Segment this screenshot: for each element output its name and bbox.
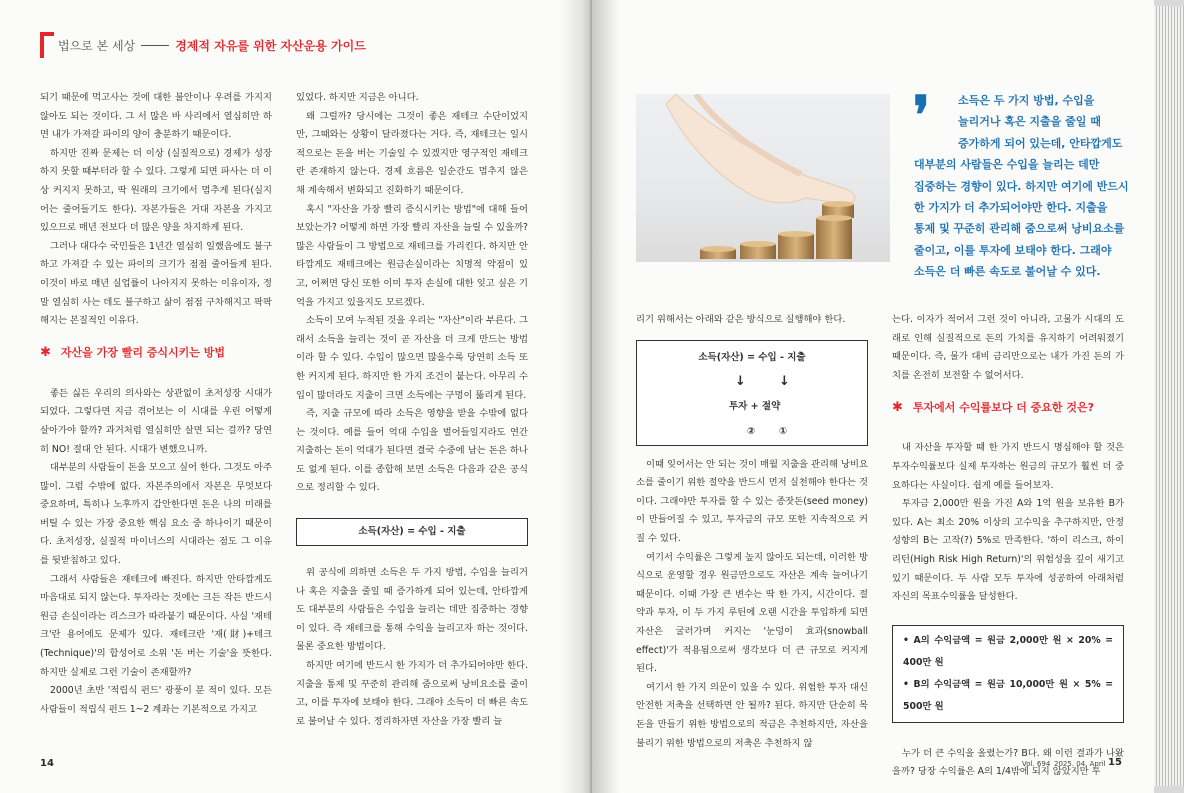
- quote-line: 소득은 두 가지 방법, 수입을: [958, 94, 1095, 107]
- quote-line: 통제 및 꾸준히 관리해 줌으로써 낭비요소를: [914, 222, 1125, 236]
- series-name: 법으로 본 세상: [58, 38, 136, 53]
- coin-stacks-illustration: [636, 94, 890, 262]
- page-header: [40, 30, 366, 60]
- quote-line: 늘리거나 혹은 지출을 줄일 때: [958, 115, 1101, 129]
- paragraph: 왜 그럴까? 당시에는 그것이 좋은 재테크 수단이었지만, 그때와는 상황이 달라졌다는 거다. 즉, 재테크는 일시적으로는 돈을 버는 기술일 수 있겠지만 영구적인 재테크란 존재하지 않는다. 경제 흐름은 일순간도 멈추지 않은 채 계속해서 변화되고 진화하기 때문이다.: [296, 110, 528, 196]
- asterisk-icon: ✱: [892, 400, 903, 416]
- page-number-right: 15: [1108, 757, 1122, 768]
- down-arrow-icon: ↓: [735, 373, 746, 389]
- paragraph: 투자금 2,000만 원을 가진 A와 1억 원을 보유한 B가 있다. A는 최소 20% 이상의 고수익을 추구하지만, 안정 성향의 B는 고작(?) 5%로 만족한다. '하이 리스크, 하이 리턴(High Risk High Return)'의 위험성을 깊이 새기고 있기 때문이다. 두 사람 모두 투자에 성공하여 아래처럼 자신의 목표수익률을 달성한다.: [892, 498, 1124, 603]
- paragraph: 이때 잊어서는 안 되는 것이 매월 지출을 관리해 낭비요소를 줄이기 위한 절약을 반드시 먼저 실천해야 한다는 것이다. 그래야만 투자를 할 수 있는 종잣돈(seed money)이 만들어질 수 있고, 투자금의 규모 또한 지속적으로 커질 수 있다.: [636, 458, 868, 544]
- example-line: • B의 수익금액 = 원금 10,000만 원 × 5% = 500만 원: [903, 678, 1113, 712]
- volume-label: Vol. 694: [1022, 760, 1051, 768]
- diagram-order-1: ①: [779, 425, 788, 437]
- page-number-left: 14: [40, 758, 54, 769]
- example-box: [892, 625, 1124, 723]
- right-column-2: [892, 311, 1124, 782]
- diagram-formula: 소득(자산) = 수입 - 지출: [698, 351, 806, 363]
- paragraph: 대부분의 사람들이 돈을 모으고 싶어 한다. 그것도 아주 많이. 그럼 수밖에 없다. 자본주의에서 자본은 무엇보다 중요하며, 특히나 노후까지 감안한다면 돈은 나의 미래를 버틸 수 있는 가장 중요한 핵심 요소 중 하나이기 때문이다. 초저성장, 실질적 마이너스의 시대라는 점도 그 이유를 뒷받침하고 있다.: [40, 462, 272, 567]
- example-line: • A의 수익금액 = 원금 2,000만 원 × 20% = 400만 원: [903, 634, 1113, 668]
- formula-box: 소득(자산) = 수입 - 지출: [296, 518, 528, 546]
- article-title: 경제적 자유를 위한 자산운용 가이드: [175, 38, 366, 53]
- paragraph: 좋든 싫든 우리의 의사와는 상관없이 초저성장 시대가 되었다. 그렇다면 지금 겪어보는 이 시대를 우린 어떻게 살아가야 할까? 과거처럼 열심히만 살면 되는 걸까? 당연히 NO! 절대 안 된다. 시대가 변했으니까.: [40, 387, 272, 455]
- left-page: [0, 0, 590, 793]
- paragraph: 되기 때문에 먹고사는 것에 대한 불안이나 우려를 가지지 않아도 되는 것이다. 그 서 많은 바 사리에서 열심히만 하면 내가 가져갈 파이의 양이 충분하기 때문이다.: [40, 92, 272, 141]
- quote-line: 집중하는 경향이 있다. 하지만 여기에 반드시: [914, 179, 1129, 193]
- right-column-1: [636, 311, 868, 753]
- paragraph: 그래서 사람들은 재테크에 빠진다. 하지만 안타깝게도 마음대로 되지 않는다. 투자라는 것에는 크든 작든 반드시 원금 손실이라는 리스크가 따라붙기 때문이다. 사실 '재테크'란 용어에도 문제가 있다. 재테크란 '재(財)+테크(Technique)'의 합성어로 소위 '돈 버는 기술'을 뜻한다. 하지만 실제로 그런 기술이 존재할까?: [40, 573, 272, 678]
- diagram-invest-save: 투자 + 절약: [729, 400, 781, 412]
- down-arrow-icon: ↓: [779, 373, 790, 389]
- header-bracket-mark: [40, 32, 54, 58]
- paragraph: 혹시 "자산을 가장 빨리 증식시키는 방법"에 대해 들어 보았는가? 어떻게 하면 가장 빨리 자산을 늘릴 수 있을까? 많은 사람들이 그 방법으로 재테크를 가리킨다. 하지만 안타깝게도 재테크에는 원금손실이라는 치명적 약점이 있고, 어쩌면 당신 또한 이미 투자 손실에 대한 잊고 싶은 기억을 가지고 있을지도 모르겠다.: [296, 203, 528, 308]
- quote-line: 줄이고, 이를 투자에 보태야 한다. 그래야: [914, 243, 1112, 257]
- header-divider: [141, 45, 169, 46]
- paragraph: 즉, 지출 규모에 따라 소득은 영향을 받을 수밖에 없다는 것이다. 예를 들어 억대 수입을 벌어들일지라도 연간 지출하는 돈이 억대가 된다면 결국 수중에 남는 돈은 하나도 없게 된다. 이를 종합해 보면 소득은 다음과 같은 공식으로 정리할 수 있다.: [296, 408, 528, 494]
- issue-date: 2025. 04. April: [1054, 760, 1106, 768]
- section-heading-text: 자산을 가장 빨리 증식시키는 방법: [60, 346, 225, 360]
- paragraph: 위 공식에 의하면 소득은 두 가지 방법, 수입을 늘리거나 혹은 지출을 줄일 때 증가하게 되어 있는데, 안타깝게도 대부분의 사람들은 수입을 늘리는 데만 집중하는 경향이 있다. 즉 재테크를 통해 수익을 늘리고자 하는 것이다. 물론 중요한 방법이다.: [296, 567, 528, 653]
- paragraph: 내 자산을 투자할 때 한 가지 반드시 명심해야 할 것은 투자수익률보다 실제 투자하는 원금의 규모가 훨씬 더 중요하다는 사실이다. 쉽게 예를 들어보자.: [892, 442, 1124, 491]
- paragraph: 2000년 초반 '적립식 펀드' 광풍이 분 적이 있다. 모든 사람들이 적립식 펀드 1~2 계좌는 기본적으로 가지고: [40, 685, 272, 715]
- paragraph: 있었다. 하지만 지금은 아니다.: [296, 92, 419, 103]
- section-heading: [40, 339, 272, 369]
- paragraph: 여기서 수익률은 그렇게 높지 않아도 되는데, 이러한 방식으로 운영할 경우 원금만으로도 자산은 계속 늘어나기 때문이다. 이때 가장 큰 변수는 딱 한 가지, 시간이다. 절약과 투자, 이 두 가지 루틴에 오랜 시간을 투입하게 되면 자산은 굴러가며 커지는 '눈덩이 효과(snowball effect)'가 적용됨으로써 생각보다 더 큰 규모로 커지게 된다.: [636, 551, 868, 675]
- asterisk-icon: ✱: [40, 345, 51, 361]
- quote-mark-icon: ❜: [913, 85, 930, 146]
- paragraph: 그러나 대다수 국민들은 1년간 열심히 일했음에도 불구하고 가져갈 수 있는 파이의 크기가 점점 줄어들게 된다. 이것이 바로 매년 실업률이 나아지지 못하는 이유이자, 정말 열심히 사는 데도 불구하고 삶이 점점 구차해지고 팍팍해지는 본질적인 이유다.: [40, 240, 272, 327]
- formula-diagram: [636, 340, 868, 446]
- paragraph: 여기서 한 가지 의문이 있을 수 있다. 위험한 투자 대신 안전한 저축을 선택하면 안 될까? 된다. 하지만 단순히 목돈을 만들기 위한 방법으로의 적금은 추천하지만, 자산을 불리기 위한 방법으로의 저축은 추천하지 않: [636, 681, 868, 749]
- coin-stacks-photo: [636, 94, 890, 262]
- paragraph: 하지만 여기에 반드시 한 가지가 더 추가되어야만 한다. 지출을 통제 및 꾸준히 관리해 줌으로써 낭비요소를 줄이고, 이를 투자에 보태야 한다. 그래야 소득이 더 빠른 속도로 불어날 수 있다. 정리하자면 자산을 가장 빨리 늘: [296, 660, 528, 727]
- pull-quote: [913, 85, 1129, 283]
- section-heading: [892, 393, 1124, 423]
- paragraph: 하지만 진짜 문제는 더 이상 (실질적으로) 경제가 성장하지 못할 때부터라 할 수 있다. 그렇게 되면 파사는 더 이상 커지지 못하고, 딱 원래의 크기에서 멈추게 된다(실지어는 줄어들기도 한다). 자본가들은 거대 자본을 가지고 있으므로 매년 전보다 더 많은 양을 차지하게 된다.: [40, 147, 272, 234]
- left-column-1: [40, 89, 272, 719]
- page-edges: [1154, 6, 1184, 786]
- diagram-order-2: ②: [747, 425, 756, 437]
- quote-line: 한 가지가 더 추가되어야만 한다. 지출을: [914, 201, 1108, 215]
- left-column-2: [296, 89, 528, 731]
- paragraph: 는다. 이자가 적어서 그런 것이 아니라, 고물가 시대의 도래로 인해 실질적으로 돈의 가치를 유지하기 어려워졌기 때문이다. 즉, 물가 대비 금리만으로는 내가 가진 돈의 가치를 온전히 보전할 수 없어서다.: [892, 314, 1124, 381]
- quote-line: 소득은 더 빠른 속도로 불어날 수 있다.: [914, 265, 1101, 279]
- paragraph: 소득이 모여 누적된 것을 우리는 "자산"이라 부른다. 그래서 소득을 늘리는 것이 곧 자산을 더 크게 만드는 방법이라 할 수 있다. 수입이 많으면 많을수록 당연히 소득 또한 커지게 된다. 하지만 한 가지 조건이 붙는다. 아무리 수입이 많더라도 지출이 크면 소득에는 구멍이 뚫리게 된다.: [296, 315, 528, 401]
- paragraph: 누가 더 큰 수익을 올렸는가? B다. 왜 이런 결과가 나왔을까? 당장 수익률은 A의 1/4밖에 되지 않았지만 투: [892, 747, 1124, 778]
- gutter-shadow-right: [592, 0, 620, 793]
- section-heading-text: 투자에서 수익률보다 더 중요한 것은?: [912, 401, 1094, 415]
- quote-line: 증가하게 되어 있는데, 안타깝게도: [958, 136, 1123, 150]
- quote-line: 대부분의 사람들은 수입을 늘리는 데만: [914, 158, 1100, 172]
- paragraph: 리기 위해서는 아래와 같은 방식으로 실행해야 한다.: [636, 314, 846, 325]
